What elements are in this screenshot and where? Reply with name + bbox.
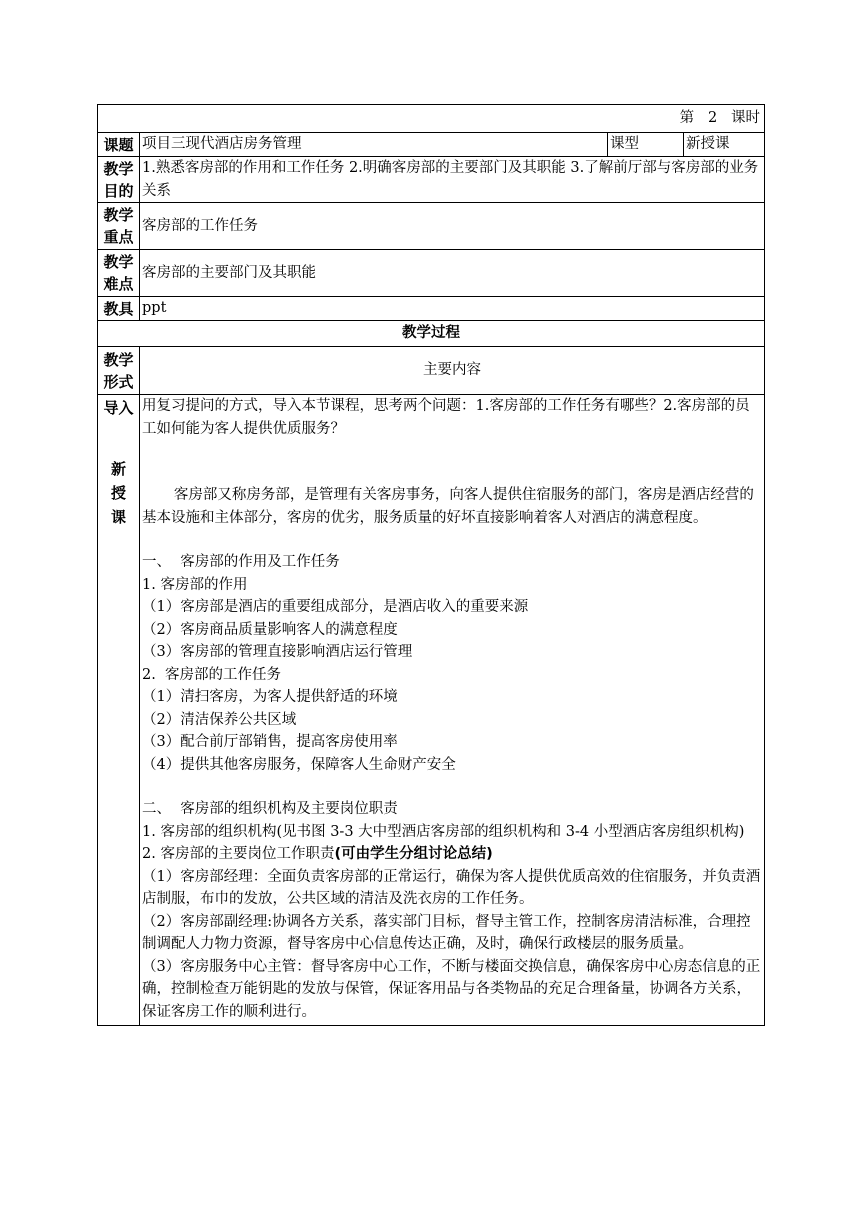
section-2-2-item-c: （3）客房服务中心主管：督导客房中心工作，不断与楼面交换信息，确保客房中心房态信息的正确，控制检查万能钥匙的发放与保管，保证客用品与各类物品的充足合理备量，协调各方关系，保证客房工作的顺利进行。: [142, 958, 761, 1020]
section-1-2-item-c: （3）配合前厅部销售，提高客房使用率: [142, 734, 398, 750]
goal-row: [98, 157, 765, 203]
section-1-2-item-d: （4）提供其他客房服务，保障客人生命财产安全: [142, 756, 456, 773]
difficulty-label-line-1: 教学: [103, 253, 134, 271]
section-1-1-title: 1. 客房部的作用: [142, 576, 248, 593]
topic-row: [98, 133, 765, 157]
type-value: 新授课: [684, 133, 765, 157]
section-2-2-item-b: （2）客房部副经理:协调各方关系，落实部门目标，督导主管工作，控制客房清洁标准，合理控制调配人力物力资源，督导客房中心信息传达正确，及时，确保行政楼层的服务质量。: [142, 913, 751, 952]
form-label: [98, 347, 140, 395]
section-2-2-title: [142, 843, 762, 866]
overview-paragraph: 客房部又称房务部，是管理有关客房事务，向客人提供住宿服务的部门，客房是酒店经营的基本设施和主体部分，客房的优劣，服务质量的好坏直接影响着客人对酒店的满意程度。: [142, 487, 754, 526]
section-1-1-item-a: （1）客房部是酒店的重要组成部分，是酒店收入的重要来源: [142, 599, 529, 615]
difficulty-row: [98, 250, 765, 297]
tools-label: 教具: [98, 297, 140, 321]
tools-row: [98, 297, 765, 321]
process-title: 教学过程: [98, 321, 765, 347]
section-1-2-title: 2. 客房部的工作任务: [142, 666, 282, 683]
lesson-number-cell: [98, 105, 765, 133]
tools-value: ppt: [140, 297, 765, 321]
section-2-2-title-text: 2. 客房部的主要岗位工作职责: [142, 846, 335, 862]
goal-label: [98, 157, 140, 203]
intro-label: 导入: [103, 399, 134, 417]
section-2-1-text: 1. 客房部的组织机构(见书图 3-3 大中型酒店客房部的组织机构和 3-4 小型酒店客房组织机构): [142, 823, 745, 840]
type-label: 课型: [608, 133, 684, 157]
main-side-labels: [98, 395, 140, 1026]
key-point-label: [98, 203, 140, 250]
form-value: 主要内容: [140, 347, 765, 395]
section-2-2-title-note: (可由学生分组讨论总结): [334, 846, 493, 862]
lesson-number: 2: [707, 110, 718, 127]
new-lesson-label-3: 课: [110, 508, 126, 526]
topic-label: 课题: [98, 133, 140, 157]
lesson-number-prefix: 第: [679, 110, 695, 127]
section-1-1-item-c: （3）客房部的管理直接影响酒店运行管理: [142, 644, 413, 660]
form-row: [98, 347, 765, 395]
new-lesson-label-1: 新: [110, 460, 126, 478]
goal-value: 1.熟悉客房部的作用和工作任务 2.明确客房部的主要部门及其职能 3.了解前厅部与客房部的业务关系: [140, 157, 765, 203]
section-1-2-item-b: （2）清洁保养公共区域: [142, 711, 297, 728]
intro-text: 用复习提问的方式，导入本节课程，思考两个问题：1.客房部的工作任务有哪些？2.客房部的员工如何能为客人提供优质服务？: [142, 398, 750, 437]
section-1-title: 一、 客房部的作用及工作任务: [142, 554, 340, 570]
lesson-number-suffix: 课时: [731, 110, 761, 127]
main-content: [140, 395, 765, 1026]
lesson-number-row: [98, 105, 765, 133]
key-point-label-line-1: 教学: [103, 206, 134, 224]
section-2-title: 二、 客房部的组织机构及主要岗位职责: [142, 801, 398, 817]
lesson-plan-sheet: [97, 104, 764, 1026]
form-label-line-1: 教学: [103, 350, 134, 369]
key-point-row: [98, 203, 765, 250]
difficulty-value: 客房部的主要部门及其职能: [140, 250, 765, 297]
key-point-value: 客房部的工作任务: [140, 203, 765, 250]
difficulty-label: [98, 250, 140, 297]
difficulty-label-line-2: 难点: [103, 275, 134, 293]
section-1-2-item-a: （1）清扫客房，为客人提供舒适的环境: [142, 689, 398, 705]
section-1-1-item-b: （2）客房商品质量影响客人的满意程度: [142, 621, 398, 638]
section-2-2-item-a: （1）客房部经理：全面负责客房部的正常运行，确保为客人提供优质高效的住宿服务，并负责酒店制服，布巾的发放，公共区域的清洁及洗衣房的工作任务。: [142, 868, 761, 907]
goal-label-line-1: 教学: [103, 159, 134, 178]
lesson-plan-table: [97, 104, 765, 1026]
topic-value: 项目三现代酒店房务管理: [140, 133, 608, 157]
key-point-label-line-2: 重点: [103, 228, 134, 246]
goal-label-line-2: 目的: [103, 181, 134, 200]
new-lesson-label-2: 授: [110, 484, 126, 502]
process-title-row: [98, 321, 765, 347]
main-content-row: [98, 395, 765, 1026]
form-label-line-2: 形式: [103, 372, 134, 391]
